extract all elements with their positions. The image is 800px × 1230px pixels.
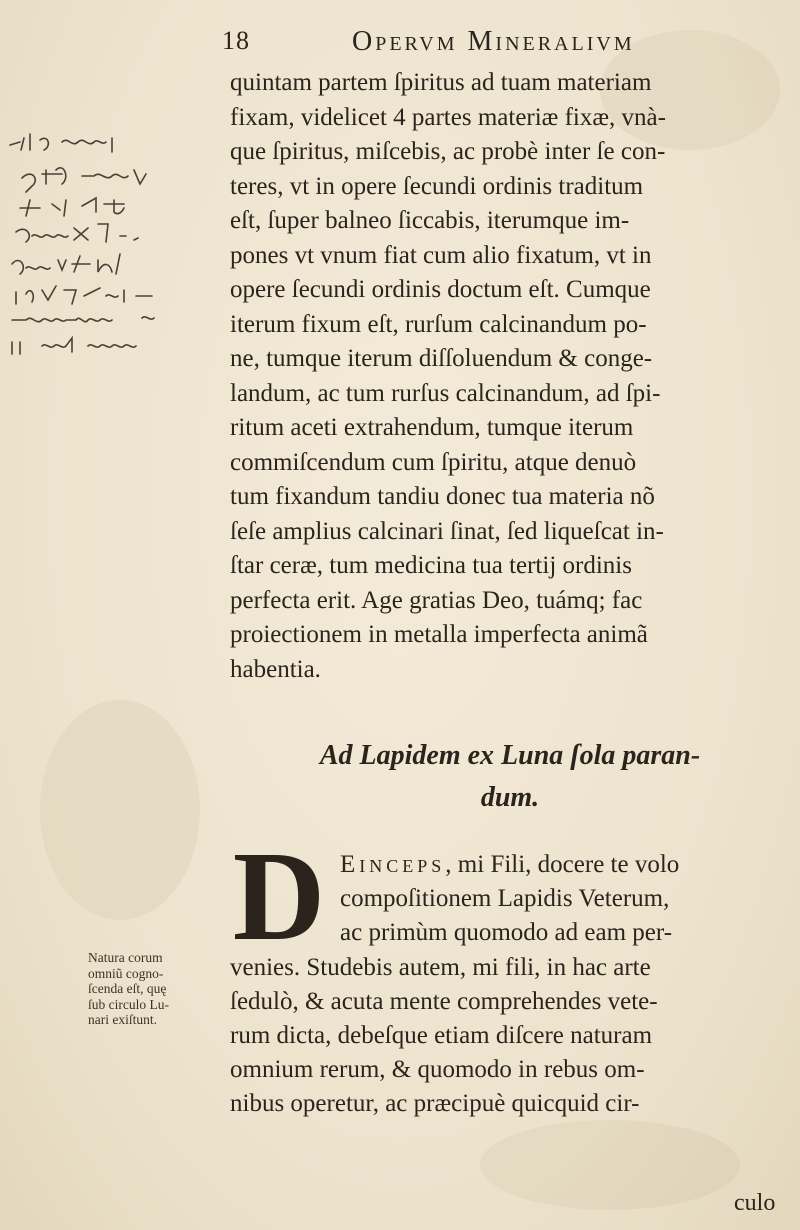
margin-note-line: Natura corum — [88, 950, 163, 965]
margin-note-line: omniũ cogno- — [88, 965, 164, 981]
text-line: ne, tumque iterum diſſoluendum & conge- — [230, 345, 653, 372]
text-line: tum fixandum tandiu donec tua materia nõ — [230, 483, 655, 510]
text-line — [230, 848, 790, 882]
text-line: compoſitionem Lapidis Veterum, — [340, 885, 670, 913]
marginal-note — [88, 950, 218, 1028]
text-line: eſt, ſuper balneo ſiccabis, iterumque im- — [230, 207, 630, 234]
text-line: quintam partem ſpiritus ad tuam materiam — [230, 69, 652, 96]
text-line: habentia. — [230, 655, 321, 683]
paper-stain — [480, 1120, 740, 1210]
section-text-block — [230, 825, 790, 1122]
text-line: landum, ac tum rurſus calcinandum, ad ſpi- — [230, 379, 661, 407]
text-line: fixam, videlicet 4 partes materiæ fixæ, vnà- — [230, 103, 666, 131]
handwritten-annotation — [2, 130, 224, 360]
margin-note-line: nari exiſtunt. — [88, 1012, 157, 1027]
page-number: 18 — [222, 26, 250, 55]
main-text-block — [230, 66, 790, 687]
drop-cap-initial: D — [232, 825, 326, 967]
text-line: opere ſecundi ordinis doctum eſt. Cumque — [230, 276, 651, 303]
margin-note-line: ſcenda eſt, quę — [88, 981, 167, 996]
catchword: culo — [734, 1190, 776, 1216]
text-line: pones vt vnum fiat cum alio fixatum, vt in — [230, 241, 652, 269]
section-heading — [230, 735, 790, 819]
page-header — [222, 22, 782, 62]
heading-line: Ad Lapidem ex Luna ſola paran- — [319, 740, 701, 771]
text-line: ſeſe amplius calcinari ſinat, ſed liqueſcat in- — [230, 517, 664, 545]
text-line: omnium rerum, & quomodo in rebus om- — [230, 1056, 645, 1084]
text-line: ac primùm quomodo ad eam per- — [340, 919, 673, 947]
text-line: rum dicta, debeſque etiam diſcere naturam — [230, 1021, 653, 1049]
text-line: proiectionem in metalla imperfecta animã — [230, 621, 648, 648]
paper-stain — [40, 700, 200, 920]
text-line: ritum aceti extrahendum, tumque iterum — [230, 414, 634, 441]
text-line: iterum fixum eſt, rurſum calcinandum po- — [230, 310, 647, 338]
text-line: ſedulò, & acuta mente comprehendes vete- — [230, 987, 658, 1015]
text-line: que ſpiritus, miſcebis, ac probè inter ſe con- — [230, 138, 666, 165]
first-line-rest: , mi Fili, docere te volo — [445, 851, 680, 878]
text-line: teres, vt in opere ſecundi ordinis traditum — [230, 172, 644, 200]
margin-note-line: ſub circulo Lu- — [88, 996, 169, 1012]
text-line: commiſcendum cum ſpiritu, atque denuò — [230, 448, 637, 476]
text-line: venies. Studebis autem, mi fili, in hac arte — [230, 953, 651, 981]
running-title: Opervm Mineralivm — [352, 26, 635, 57]
text-line: ſtar ceræ, tum medicina tua tertij ordinis — [230, 552, 632, 579]
heading-line: dum. — [480, 782, 540, 813]
first-word: Eincepſ — [340, 851, 446, 878]
text-line: nibus operetur, ac præcipuè quicquid cir- — [230, 1090, 640, 1118]
text-line: perfecta erit. Age gratias Deo, tuámq; fac — [230, 586, 643, 614]
